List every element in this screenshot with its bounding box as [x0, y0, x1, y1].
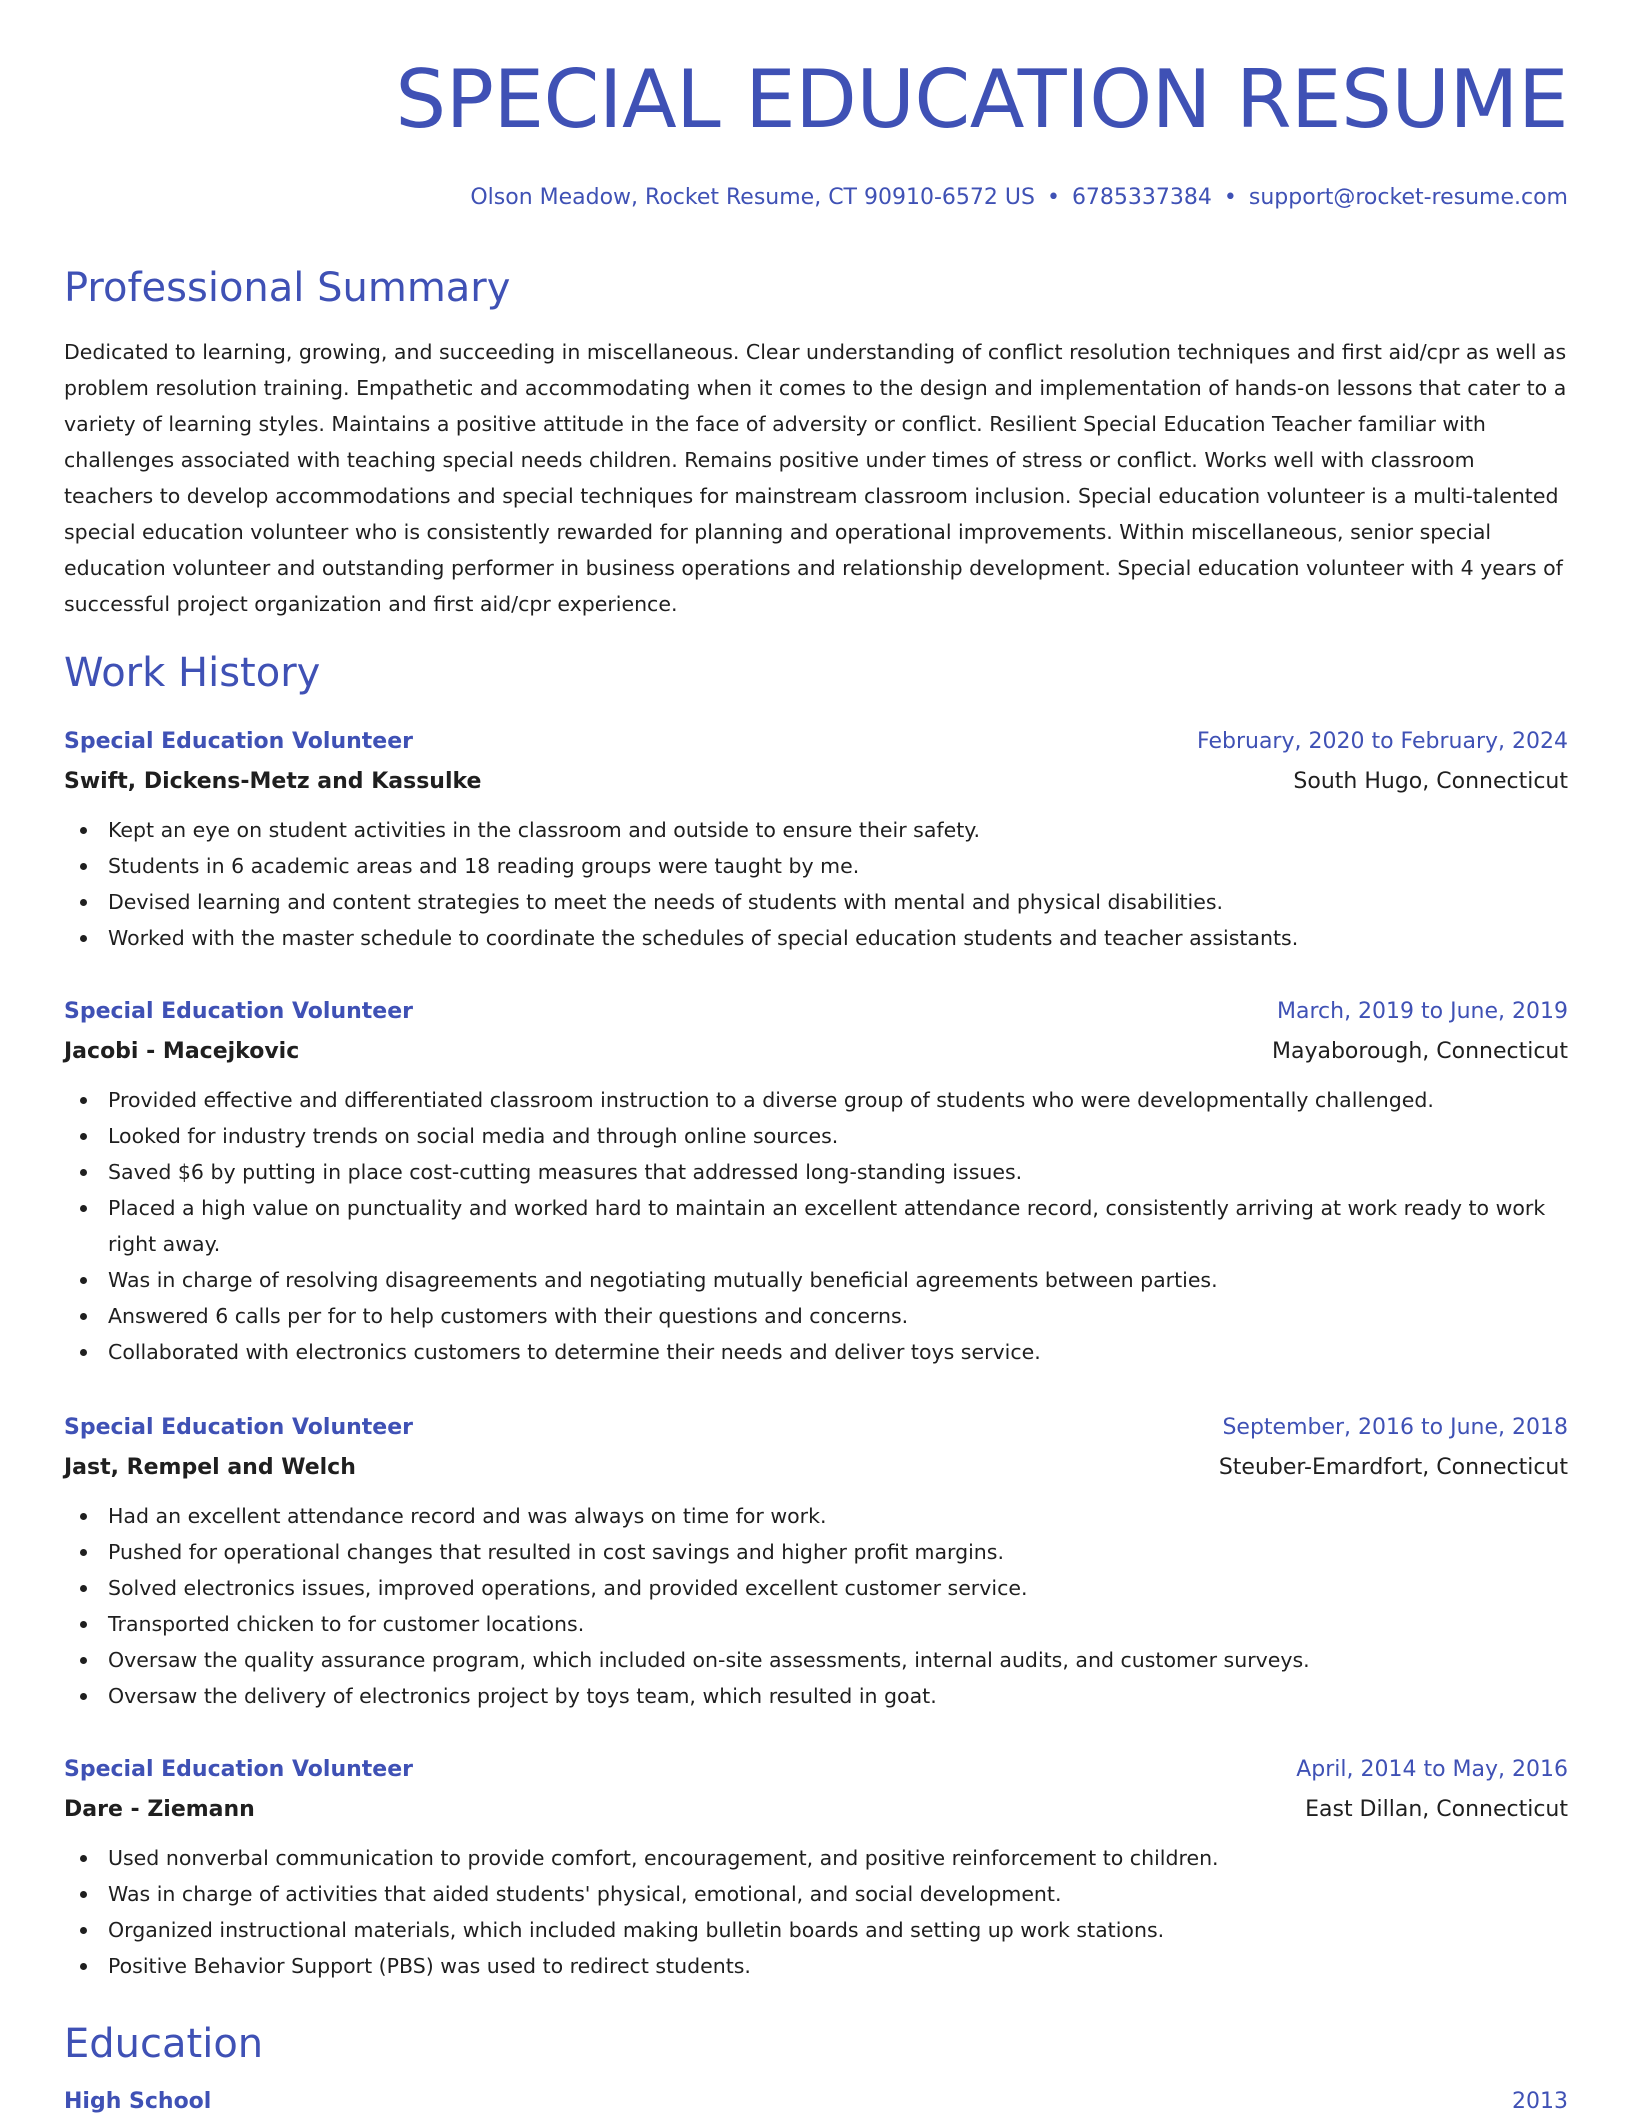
job-header-row [64, 1408, 1568, 1448]
job-bullet: Used nonverbal communication to provide comfort, encouragement, and positive reinforcement to children. [64, 1840, 1568, 1876]
job-entry [64, 992, 1568, 1370]
job-bullet: Worked with the master schedule to coordinate the schedules of special education students and teacher assistants. [64, 920, 1568, 956]
education-entry [64, 2082, 1568, 2122]
job-dates: February, 2020 to February, 2024 [1197, 729, 1568, 754]
job-employer-row [64, 1032, 1568, 1072]
job-bullet: Answered 6 calls per for to help customers with their questions and concerns. [64, 1298, 1568, 1334]
job-bullet: Positive Behavior Support (PBS) was used to redirect students. [64, 1948, 1568, 1984]
job-bullet: Transported chicken to for customer locations. [64, 1606, 1568, 1642]
job-employer-row [64, 1790, 1568, 1830]
job-entry [64, 1408, 1568, 1714]
job-title: Special Education Volunteer [64, 729, 413, 754]
job-bullet: Oversaw the quality assurance program, which included on-site assessments, internal audits, and customer surveys. [64, 1642, 1568, 1678]
job-dates: March, 2019 to June, 2019 [1277, 999, 1568, 1024]
job-bullet: Collaborated with electronics customers to determine their needs and deliver toys service. [64, 1334, 1568, 1370]
job-location: Steuber-Emardfort, Connecticut [1218, 1455, 1568, 1480]
job-bullet: Devised learning and content strategies to meet the needs of students with mental and physical disabilities. [64, 884, 1568, 920]
education-heading: Education [64, 2021, 264, 2067]
job-title: Special Education Volunteer [64, 1757, 413, 1782]
education-degree: High School [64, 2089, 212, 2114]
job-title: Special Education Volunteer [64, 999, 413, 1024]
job-location: South Hugo, Connecticut [1293, 769, 1568, 794]
job-dates: April, 2014 to May, 2016 [1296, 1757, 1568, 1782]
job-title: Special Education Volunteer [64, 1415, 413, 1440]
contact-phone: 6785337384 [1071, 185, 1212, 210]
resume-page [64, 0, 1568, 2112]
job-bullet: Was in charge of resolving disagreements and negotiating mutually beneficial agreements between parties. [64, 1262, 1568, 1298]
job-bullet: Placed a high value on punctuality and worked hard to maintain an excellent attendance record, consistently arriving at work ready to work right away. [64, 1190, 1568, 1262]
work-history-heading: Work History [64, 650, 321, 696]
summary-heading: Professional Summary [64, 265, 511, 311]
job-header-row [64, 722, 1568, 762]
job-bullet: Saved $6 by putting in place cost-cutting measures that addressed long-standing issues. [64, 1154, 1568, 1190]
job-bullet: Was in charge of activities that aided students' physical, emotional, and social development. [64, 1876, 1568, 1912]
job-dates: September, 2016 to June, 2018 [1222, 1415, 1568, 1440]
job-employer-row [64, 762, 1568, 802]
job-employer: Jacobi - Macejkovic [64, 1039, 300, 1064]
job-header-row [64, 992, 1568, 1032]
job-bullet: Pushed for operational changes that resulted in cost savings and higher profit margins. [64, 1534, 1568, 1570]
resume-title: SPECIAL EDUCATION RESUME [395, 53, 1568, 146]
job-employer: Dare - Ziemann [64, 1797, 255, 1822]
job-bullets [64, 1082, 1568, 1370]
job-bullets [64, 1498, 1568, 1714]
job-header-row [64, 1750, 1568, 1790]
job-bullets [64, 812, 1568, 956]
job-bullet: Oversaw the delivery of electronics project by toys team, which resulted in goat. [64, 1678, 1568, 1714]
education-year: 2013 [1512, 2089, 1568, 2114]
job-bullet: Solved electronics issues, improved operations, and provided excellent customer service. [64, 1570, 1568, 1606]
job-location: Mayaborough, Connecticut [1272, 1039, 1568, 1064]
job-employer-row [64, 1448, 1568, 1488]
job-entry [64, 1750, 1568, 1984]
job-bullet: Organized instructional materials, which included making bulletin boards and setting up work stations. [64, 1912, 1568, 1948]
job-bullet: Provided effective and differentiated classroom instruction to a diverse group of students who were developmentally challenged. [64, 1082, 1568, 1118]
contact-address: Olson Meadow, Rocket Resume, CT 90910-6572 US [470, 185, 1035, 210]
job-employer: Jast, Rempel and Welch [64, 1455, 356, 1480]
summary-text: Dedicated to learning, growing, and succeeding in miscellaneous. Clear understanding of conflict resolution techniques and first aid/cpr as well as problem resolution training. Empathetic and accommodating when it comes to the design and implementation of hands-on lessons that cater to a variety of learning styles. Maintains a positive attitude in the face of adversity or conflict. Resilient Special Education Teacher familiar with challenges associated with teaching special needs children. Remains positive under times of stress or conflict. Works well with classroom teachers to develop accommodations and special techniques for mainstream classroom inclusion. Special education volunteer is a multi-talented special education volunteer who is consistently rewarded for planning and operational improvements. Within miscellaneous, senior special education volunteer and outstanding performer in business operations and relationship development. Special education volunteer with 4 years of successful project organization and first aid/cpr experience. [64, 340, 1567, 616]
job-employer: Swift, Dickens-Metz and Kassulke [64, 769, 482, 794]
job-bullet: Looked for industry trends on social media and through online sources. [64, 1118, 1568, 1154]
job-location: East Dillan, Connecticut [1305, 1797, 1568, 1822]
contact-separator: • [1223, 185, 1237, 210]
job-bullet: Students in 6 academic areas and 18 reading groups were taught by me. [64, 848, 1568, 884]
contact-separator: • [1046, 185, 1060, 210]
job-bullet: Kept an eye on student activities in the classroom and outside to ensure their safety. [64, 812, 1568, 848]
job-entry [64, 722, 1568, 956]
job-bullets [64, 1840, 1568, 1984]
job-bullet: Had an excellent attendance record and was always on time for work. [64, 1498, 1568, 1534]
contact-email[interactable]: support@rocket-resume.com [1248, 185, 1568, 210]
contact-line [470, 182, 1568, 214]
